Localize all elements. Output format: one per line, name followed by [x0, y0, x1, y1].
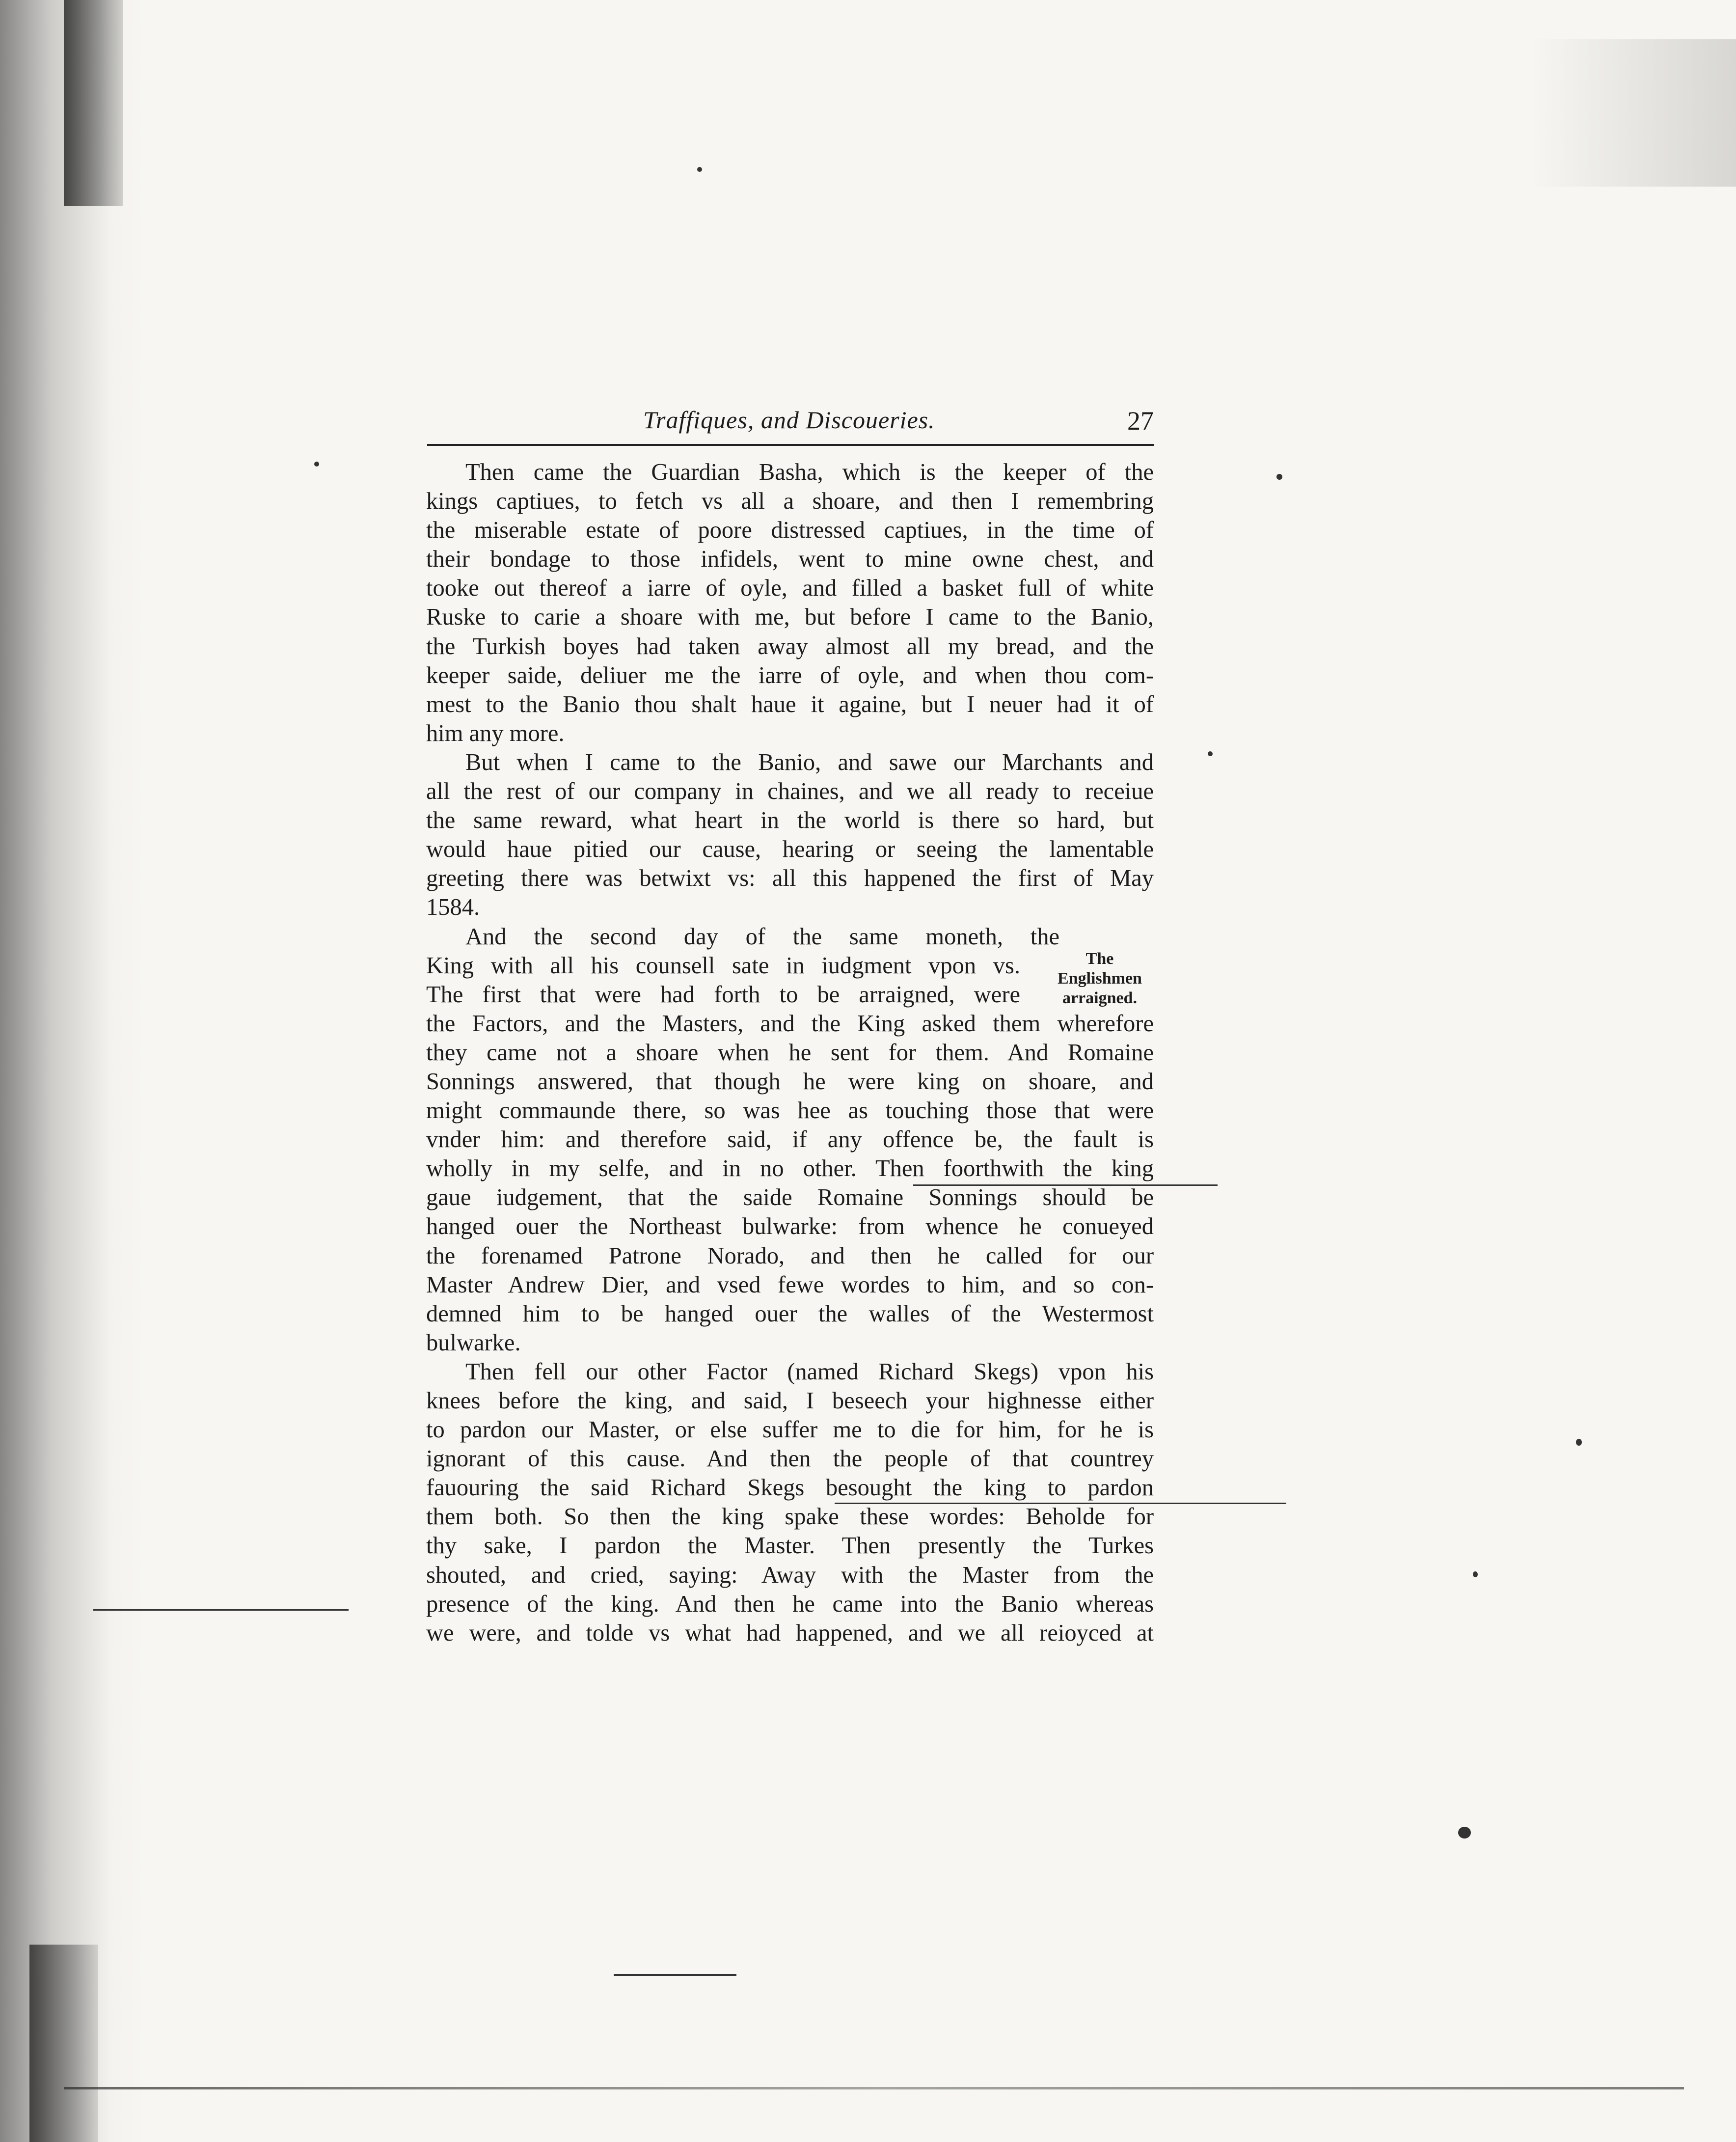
text-line: wholly in my selfe, and in no other. Then foorthwith the king [426, 1155, 1154, 1182]
text-line: presence of the king. And then he came into the Banio whereas [426, 1591, 1154, 1617]
scan-shadow-left-top [64, 0, 123, 206]
text-line: might commaunde there, so was hee as touching those that were [426, 1098, 1154, 1124]
margin-note-line: Englishmen [1058, 969, 1142, 988]
text-line: bulwarke. [426, 1329, 521, 1356]
margin-note-line: arraigned. [1062, 989, 1138, 1007]
text-line: the forenamed Patrone Norado, and then he called for our [426, 1242, 1154, 1269]
text-line: Ruske to carie a shoare with me, but before I came to the Banio, [426, 604, 1154, 631]
scan-shadow-top-right [1530, 39, 1736, 187]
paragraph [426, 922, 1154, 1357]
text-line: the Factors, and the Masters, and the King asked them wherefore [426, 1010, 1154, 1037]
paragraph [426, 748, 1154, 922]
text-line: would haue pitied our cause, hearing or seeing the lamentable [426, 836, 1154, 863]
text-line: demned him to be hanged ouer the walles of the Westermost [426, 1300, 1154, 1327]
text-line: hanged ouer the Northeast bulwarke: from whence he conueyed [426, 1213, 1154, 1240]
scan-shadow-left [0, 0, 147, 2142]
scan-shadow-left-bottom [29, 1945, 98, 2142]
text-line: 1584. [426, 894, 480, 921]
text-line: thy sake, I pardon the Master. Then presently the Turkes [426, 1533, 1154, 1559]
text-line: vnder him: and therefore said, if any offence be, the fault is [426, 1126, 1154, 1153]
speck [1576, 1439, 1582, 1446]
body-text [426, 458, 1154, 1648]
text-line: the Turkish boyes had taken away almost all my bread, and the [426, 633, 1154, 659]
text-line: Then fell our other Factor (named Richard Skegs) vpon his [465, 1358, 1154, 1385]
stray-line [93, 1609, 349, 1611]
footer-rule [614, 1974, 736, 1976]
header-rule [427, 444, 1154, 446]
paragraph [426, 1357, 1154, 1648]
speck [1276, 474, 1282, 480]
text-line: their bondage to those infidels, went to mine owne chest, and [426, 546, 1154, 573]
text-line: gaue iudgement, that the saide Romaine Sonnings should be [426, 1184, 1154, 1211]
text-line: the same reward, what heart in the world is there so hard, but [426, 807, 1154, 834]
text-line: them both. So then the king spake these wordes: Beholde for [426, 1504, 1154, 1530]
text-line: Master Andrew Dier, and vsed fewe wordes to him, and so con- [426, 1271, 1154, 1298]
text-line: ignorant of this cause. And then the people of that countrey [426, 1446, 1154, 1472]
speck [697, 167, 702, 172]
text-line: him any more. [426, 720, 565, 746]
text-line: kings captiues, to fetch vs all a shoare, and then I remembring [426, 488, 1154, 515]
text-line: Then came the Guardian Basha, which is the keeper of the [465, 459, 1154, 485]
text-line: King with all his counsell sate in iudgment vpon vs. [426, 952, 1020, 979]
paragraph [426, 458, 1154, 748]
running-title: Traffiques, and Discoueries. [643, 406, 935, 434]
scan-bottom-edge [64, 2087, 1684, 2089]
page-number: 27 [1127, 406, 1154, 436]
text-line: mest to the Banio thou shalt haue it againe, but I neuer had it of [426, 691, 1154, 717]
text-line: the miserable estate of poore distressed captiues, in the time of [426, 517, 1154, 544]
text-line: fauouring the said Richard Skegs besought the king to pardon [426, 1475, 1154, 1501]
margin-note-line: The [1085, 950, 1114, 968]
text-line: knees before the king, and said, I beseech your highnesse either [426, 1388, 1154, 1414]
text-line: Sonnings answered, that though he were king on shoare, and [426, 1068, 1154, 1095]
text-line: But when I came to the Banio, and sawe our Marchants and [465, 749, 1154, 775]
text-line: tooke out thereof a iarre of oyle, and filled a basket full of white [426, 575, 1154, 602]
text-line: all the rest of our company in chaines, and we all ready to receiue [426, 778, 1154, 805]
text-line: we were, and tolde vs what had happened, and we all reioyced at [426, 1620, 1154, 1646]
speck [314, 462, 319, 467]
speck [1208, 751, 1213, 756]
text-line: to pardon our Master, or else suffer me to die for him, for he is [426, 1417, 1154, 1443]
text-line: keeper saide, deliuer me the iarre of oyle, and when thou com- [426, 662, 1154, 688]
text-line: greeting there was betwixt vs: all this happened the first of May [426, 865, 1154, 892]
speck [1473, 1571, 1478, 1577]
page-header [427, 402, 1154, 446]
text-line: they came not a shoare when he sent for them. And Romaine [426, 1039, 1154, 1066]
text-line: The first that were had forth to be arraigned, were [426, 981, 1020, 1008]
text-line: shouted, and cried, saying: Away with the Master from the [426, 1562, 1154, 1588]
speck [1458, 1827, 1471, 1839]
text-line: And the second day of the same moneth, the [465, 923, 1059, 950]
